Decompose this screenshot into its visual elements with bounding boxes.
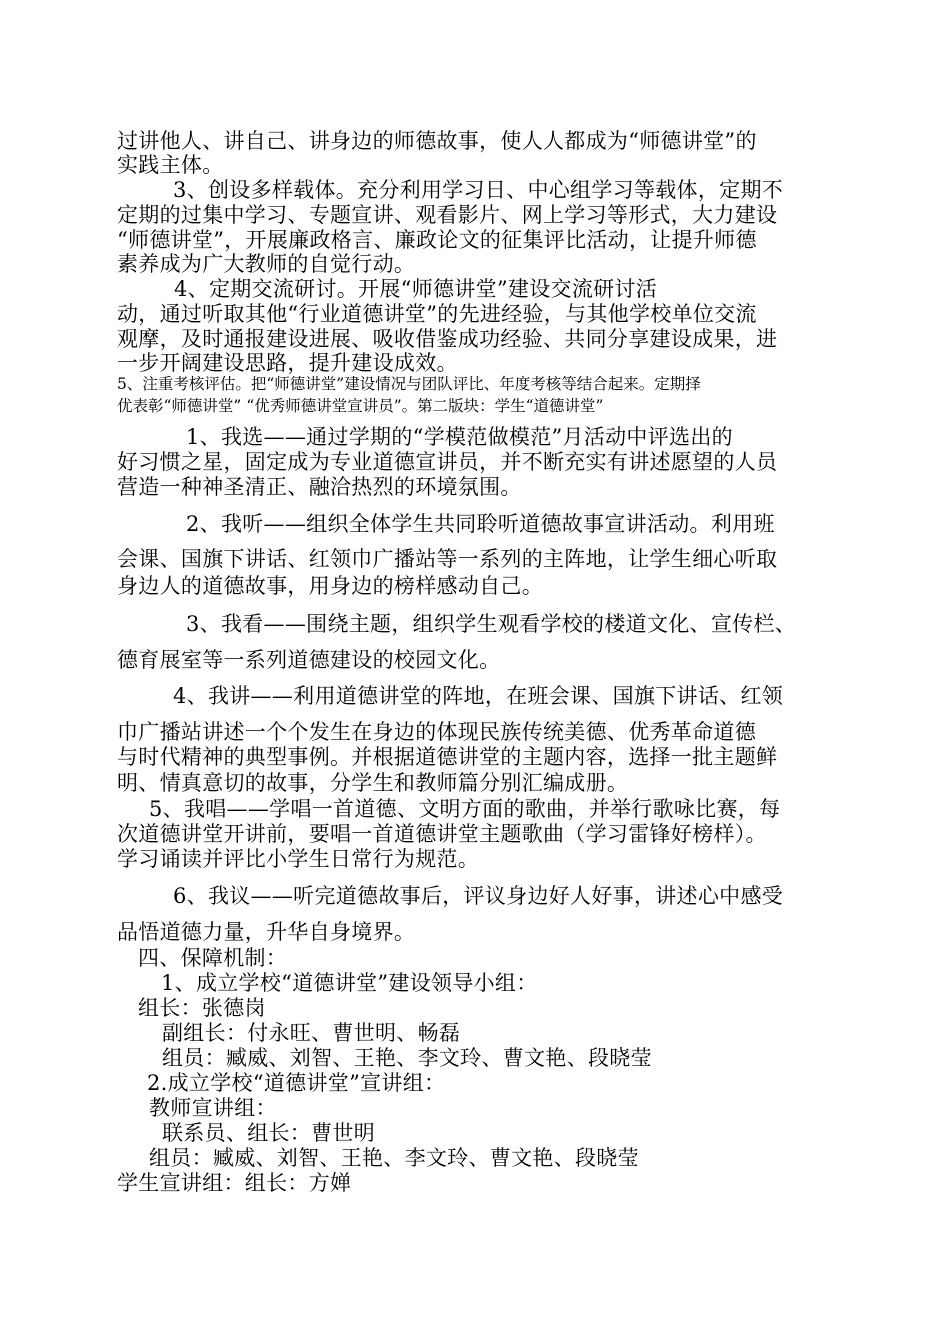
text-line: 组员：臧威、刘智、王艳、李文玲、曹文艳、段晓莹 bbox=[162, 1046, 652, 1070]
text-line: 定期的过集中学习、专题宣讲、观看影片、网上学习等形式，大力建设 bbox=[117, 203, 778, 227]
text-line-small: 5、注重考核评估。把“师德讲堂”建设情况与团队评比、年度考核等结合起来。定期择 bbox=[117, 375, 701, 393]
text-line: 次道德讲堂开讲前，要唱一首道德讲堂主题歌曲（学习雷锋好榜样）。 bbox=[117, 822, 767, 846]
text-line: 3、创设多样载体。充分利用学习日、中心组学习等载体，定期不 bbox=[173, 178, 784, 202]
text-line: 身边人的道德故事，用身边的榜样感动自己。 bbox=[117, 574, 543, 598]
text-line: “师德讲堂”，开展廉政格言、廉政论文的征集评比活动，让提升师德 bbox=[117, 228, 757, 252]
text-line: 2、我听——组织全体学生共同聆听道德故事宣讲活动。利用班 bbox=[186, 512, 775, 536]
text-line: 明、情真意切的故事，分学生和教师篇分别汇编成册。 bbox=[117, 771, 629, 795]
text-line: 3、我看——围绕主题，组织学生观看学校的楼道文化、宣传栏、 bbox=[186, 612, 797, 636]
text-line: 1、我选——通过学期的“学模范做模范”月活动中评选出的 bbox=[186, 425, 733, 449]
text-line: 会课、国旗下讲话、红领巾广播站等一系列的主阵地，让学生细心听取 bbox=[117, 547, 778, 571]
text-line: 学习诵读并评比小学生日常行为规范。 bbox=[117, 847, 480, 871]
text-line: 过讲他人、讲自己、讲身边的师德故事，使人人都成为“师德讲堂”的 bbox=[117, 129, 757, 153]
text-line: 巾广播站讲述一个个发生在身边的体现民族传统美德、优秀革命道德 bbox=[117, 720, 756, 744]
text-line: 实践主体。 bbox=[117, 153, 224, 177]
text-line: 联系员、组长：曹世明 bbox=[162, 1121, 375, 1145]
text-line: 一步开阔建设思路，提升建设成效。 bbox=[117, 351, 458, 375]
text-line: 5、我唱——学唱一首道德、文明方面的歌曲，并举行歌咏比赛，每 bbox=[149, 797, 781, 821]
text-line: 4、我讲——利用道德讲堂的阵地，在班会课、国旗下讲话、红领 bbox=[173, 684, 784, 708]
text-line: 组员：臧威、刘智、王艳、李文玲、曹文艳、段晓莹 bbox=[149, 1146, 639, 1170]
text-line: 教师宣讲组： bbox=[149, 1096, 277, 1120]
text-line: 4、定期交流研讨。开展“师德讲堂”建设交流研讨活 bbox=[174, 277, 658, 301]
text-line: 德育展室等一系列道德建设的校园文化。 bbox=[117, 648, 501, 672]
text-line: 动，通过听取其他“行业道德讲堂”的先进经验，与其他学校单位交流 bbox=[117, 302, 757, 326]
text-line-small: 优表彰“师德讲堂” “优秀师德讲堂宣讲员”。第二版块：学生“道德讲堂” bbox=[117, 397, 604, 415]
text-line: 学生宣讲组：组长：方婵 bbox=[117, 1171, 352, 1195]
text-line: 素养成为广大教师的自觉行动。 bbox=[117, 252, 416, 276]
text-line: 组长：张德岗 bbox=[138, 996, 266, 1020]
text-line: 2.成立学校“道德讲堂”宣讲组： bbox=[147, 1071, 446, 1095]
text-line: 品悟道德力量，升华自身境界。 bbox=[117, 920, 416, 944]
text-line: 营造一种神圣清正、融洽热烈的环境氛围。 bbox=[117, 475, 522, 499]
section-heading: 四、保障机制： bbox=[138, 946, 288, 970]
text-line: 观摩，及时通报建设进展、吸收借鉴成功经验、共同分享建设成果，进 bbox=[117, 327, 778, 351]
text-line: 好习惯之星，固定成为专业道德宣讲员，并不断充实有讲述愿望的人员 bbox=[117, 450, 778, 474]
text-line: 与时代精神的典型事例。并根据道德讲堂的主题内容，选择一批主题鲜 bbox=[117, 745, 778, 769]
text-line: 1、成立学校“道德讲堂”建设领导小组： bbox=[161, 971, 538, 995]
text-line: 副组长：付永旺、曹世明、畅磊 bbox=[162, 1021, 461, 1045]
text-line: 6、我议——听完道德故事后，评议身边好人好事，讲述心中感受 bbox=[173, 884, 784, 908]
